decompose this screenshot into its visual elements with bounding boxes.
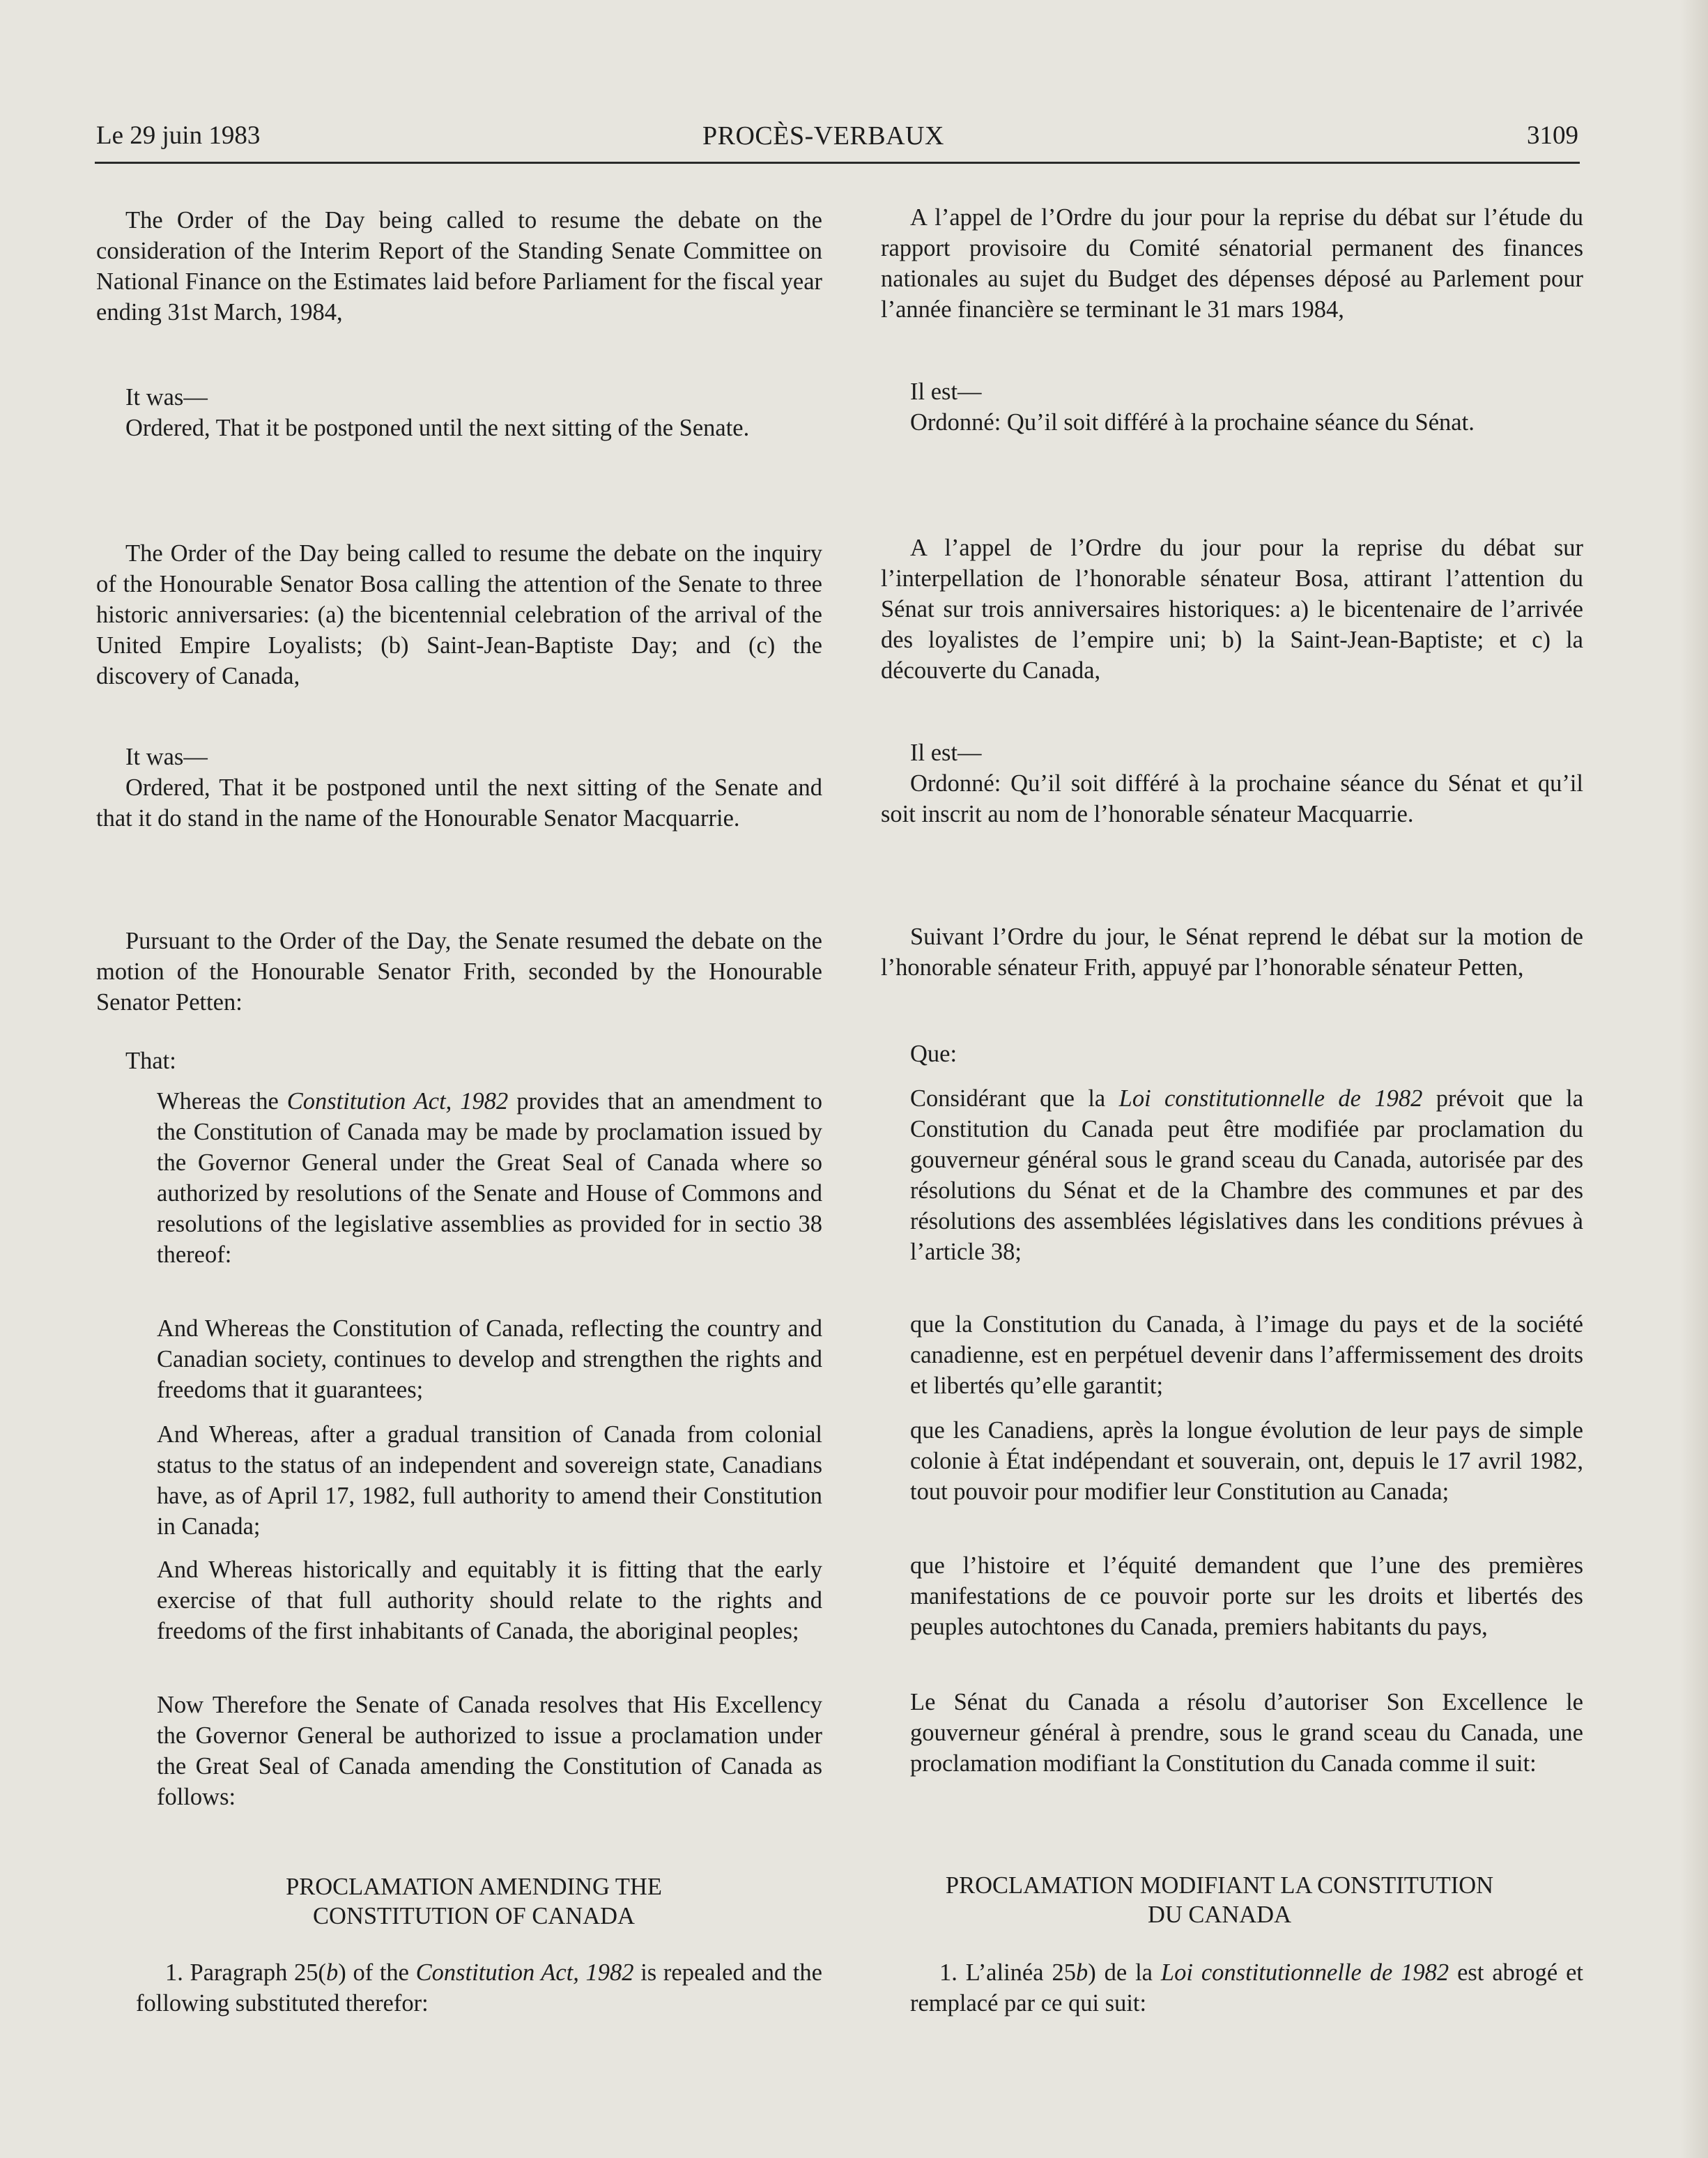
en-whereas-2 bbox=[96, 1313, 822, 1405]
fr-considerant-3 bbox=[881, 1415, 1583, 1507]
heading-line: DU CANADA bbox=[1147, 1901, 1292, 1928]
en-whereas-4 bbox=[96, 1554, 822, 1646]
en-whereas-text: And Whereas the Constitution of Canada, reflecting the country and Canadian society, continues to develop and strengthen the rights and freedoms that it guarantees; bbox=[157, 1315, 822, 1403]
en-ordered: Ordered, That it be postponed until the next sitting of the Senate and that it do stand in the name of the Honourable Senator Macquarrie. bbox=[96, 774, 822, 832]
en-that-label: That: bbox=[125, 1048, 176, 1074]
fr-il-est: Il est— bbox=[910, 740, 982, 766]
fr-section-1 bbox=[881, 1957, 1583, 2019]
heading-line: PROCLAMATION AMENDING THE bbox=[286, 1874, 662, 1900]
fr-ordonne: Ordonné: Qu’il soit différé à la prochaine séance du Sénat et qu’il soit inscrit au nom de l’honorable sénateur Macquarrie. bbox=[881, 770, 1583, 827]
en-section-text: 1. Paragraph 25(b) of the Constitution Act, 1982 is repealed and the following substituted therefor: bbox=[136, 1959, 822, 2017]
en-ordered: Ordered, That it be postponed until the next sitting of the Senate. bbox=[125, 415, 750, 441]
fr-considerant-1 bbox=[881, 1083, 1583, 1267]
page-number: 3109 bbox=[1527, 121, 1578, 150]
fr-considerant-text: Considérant que la Loi constitutionnelle de 1982 prévoit que la Constitution du Canada peut être modifiée par proclamation du gouverneur général sous le grand sceau du Canada, autorisée par des résolutions du Sénat et de la Chambre des communes et par des résolutions des assemblées législatives dans les conditions prévues à l’article 38; bbox=[910, 1085, 1584, 1265]
fr-paragraph: Suivant l’Ordre du jour, le Sénat reprend le débat sur la motion de l’honorable sénateur Frith, appuyé par l’honorable sénateur Petten, bbox=[881, 924, 1583, 981]
fr-le-senat-resout bbox=[881, 1687, 1583, 1779]
fr-considerant-text: Le Sénat du Canada a résolu d’autoriser Son Excellence le gouverneur général à prendre, sous le grand sceau du Canada, une proclamation modifiant la Constitution du Canada comme il suit: bbox=[910, 1689, 1583, 1777]
fr-order-result-1 bbox=[881, 376, 1583, 438]
en-order-result-2 bbox=[96, 742, 822, 834]
en-order-result-1 bbox=[96, 382, 822, 443]
en-order-national-finance bbox=[96, 205, 822, 328]
fr-order-national-finance bbox=[881, 202, 1583, 325]
fr-que bbox=[881, 1039, 1583, 1069]
en-whereas-text: And Whereas, after a gradual transition of Canada from colonial status to the status of an independent and sovereign state, Canadians have, as of April 17, 1982, full authority to amend their Constitution in Canada; bbox=[157, 1421, 822, 1540]
en-whereas-1 bbox=[96, 1086, 822, 1270]
fr-motion-frith bbox=[881, 921, 1583, 983]
en-that bbox=[96, 1046, 822, 1076]
en-motion-frith bbox=[96, 926, 822, 1018]
en-proclamation-heading bbox=[125, 1872, 822, 1931]
en-now-therefore bbox=[96, 1690, 822, 1812]
en-whereas-text: Whereas the Constitution Act, 1982 provides that an amendment to the Constitution of Canada may be made by proclamation issued by the Governor General under the Great Seal of Canada where so authorized by resolutions of the Senate and House of Commons and resolutions of the legislative assemblies as provided for in sectio 38 thereof: bbox=[157, 1088, 822, 1268]
en-whereas-text: Now Therefore the Senate of Canada resolves that His Excellency the Governor General be authorized to issue a proclamation under the Great Seal of Canada amending the Constitution of Canada as follows: bbox=[157, 1692, 822, 1810]
header-date: Le 29 juin 1983 bbox=[96, 121, 261, 150]
fr-paragraph: A l’appel de l’Ordre du jour pour la reprise du débat sur l’étude du rapport provisoire du Comité sénatorial permanent des finances nationales au sujet du Budget des dépenses déposé au Parlement pour l’année financière se terminant le 31 mars 1984, bbox=[881, 204, 1583, 323]
fr-considerant-text: que la Constitution du Canada, à l’image du pays et de la société canadienne, est en perpétuel devenir dans l’affermissement des droits et libertés qu’elle garantit; bbox=[910, 1311, 1583, 1399]
fr-section-text: 1. L’alinéa 25b) de la Loi constitutionnelle de 1982 est abrogé et remplacé par ce qui suit: bbox=[910, 1959, 1583, 2017]
en-paragraph: The Order of the Day being called to resume the debate on the consideration of the Interim Report of the Standing Senate Committee on National Finance on the Estimates laid before Parliament for the fiscal year ending 31st March, 1984, bbox=[96, 207, 822, 326]
fr-ordonne: Ordonné: Qu’il soit différé à la prochaine séance du Sénat. bbox=[910, 409, 1475, 436]
fr-que-label: Que: bbox=[910, 1041, 957, 1067]
en-whereas-text: And Whereas historically and equitably it is fitting that the early exercise of that full authority should relate to the rights and freedoms of the first inhabitants of Canada, the aboriginal peoples; bbox=[157, 1556, 822, 1644]
fr-considerant-text: que l’histoire et l’équité demandent que l’une des premières manifestations de ce pouvoir porte sur les droits et libertés des peuples autochtones du Canada, premiers habitants du pays, bbox=[910, 1552, 1583, 1640]
header-rule bbox=[95, 162, 1580, 164]
page-edge-shadow bbox=[1680, 0, 1708, 2158]
fr-proclamation-heading bbox=[864, 1871, 1575, 1929]
en-section-1 bbox=[96, 1957, 822, 2019]
en-it-was: It was— bbox=[125, 744, 208, 770]
header-title: PROCÈS-VERBAUX bbox=[702, 121, 944, 151]
fr-order-bosa-inquiry bbox=[881, 533, 1583, 686]
heading-line: CONSTITUTION OF CANADA bbox=[313, 1903, 635, 1929]
en-whereas-3 bbox=[96, 1419, 822, 1542]
fr-considerant-4 bbox=[881, 1550, 1583, 1642]
fr-paragraph: A l’appel de l’Ordre du jour pour la reprise du débat sur l’interpellation de l’honorable sénateur Bosa, attirant l’attention du Sénat sur trois anniversaires historiques: a) le bicentenaire de l’arrivée des loyalistes de l’empire uni; b) la Saint-Jean-Baptiste; et c) la découverte du Canada, bbox=[881, 535, 1583, 684]
en-paragraph: Pursuant to the Order of the Day, the Senate resumed the debate on the motion of the Honourable Senator Frith, seconded by the Honourable Senator Petten: bbox=[96, 928, 822, 1016]
fr-il-est: Il est— bbox=[910, 378, 982, 405]
en-it-was: It was— bbox=[125, 384, 208, 411]
en-paragraph: The Order of the Day being called to resume the debate on the inquiry of the Honourable Senator Bosa calling the attention of the Senate to three historic anniversaries: (a) the bicentennial celebration of the arrival of the United Empire Loyalists; (b) Saint-Jean-Baptiste Day; and (c) the discovery of Canada, bbox=[96, 540, 822, 689]
fr-considerant-text: que les Canadiens, après la longue évolution de leur pays de simple colonie à État indépendant et souverain, ont, depuis le 17 avril 1982, tout pouvoir pour modifier leur Constitution au Canada; bbox=[910, 1417, 1583, 1505]
heading-line: PROCLAMATION MODIFIANT LA CONSTITUTION bbox=[945, 1872, 1494, 1899]
fr-considerant-2 bbox=[881, 1309, 1583, 1401]
fr-order-result-2 bbox=[881, 737, 1583, 829]
en-order-bosa-inquiry bbox=[96, 538, 822, 691]
